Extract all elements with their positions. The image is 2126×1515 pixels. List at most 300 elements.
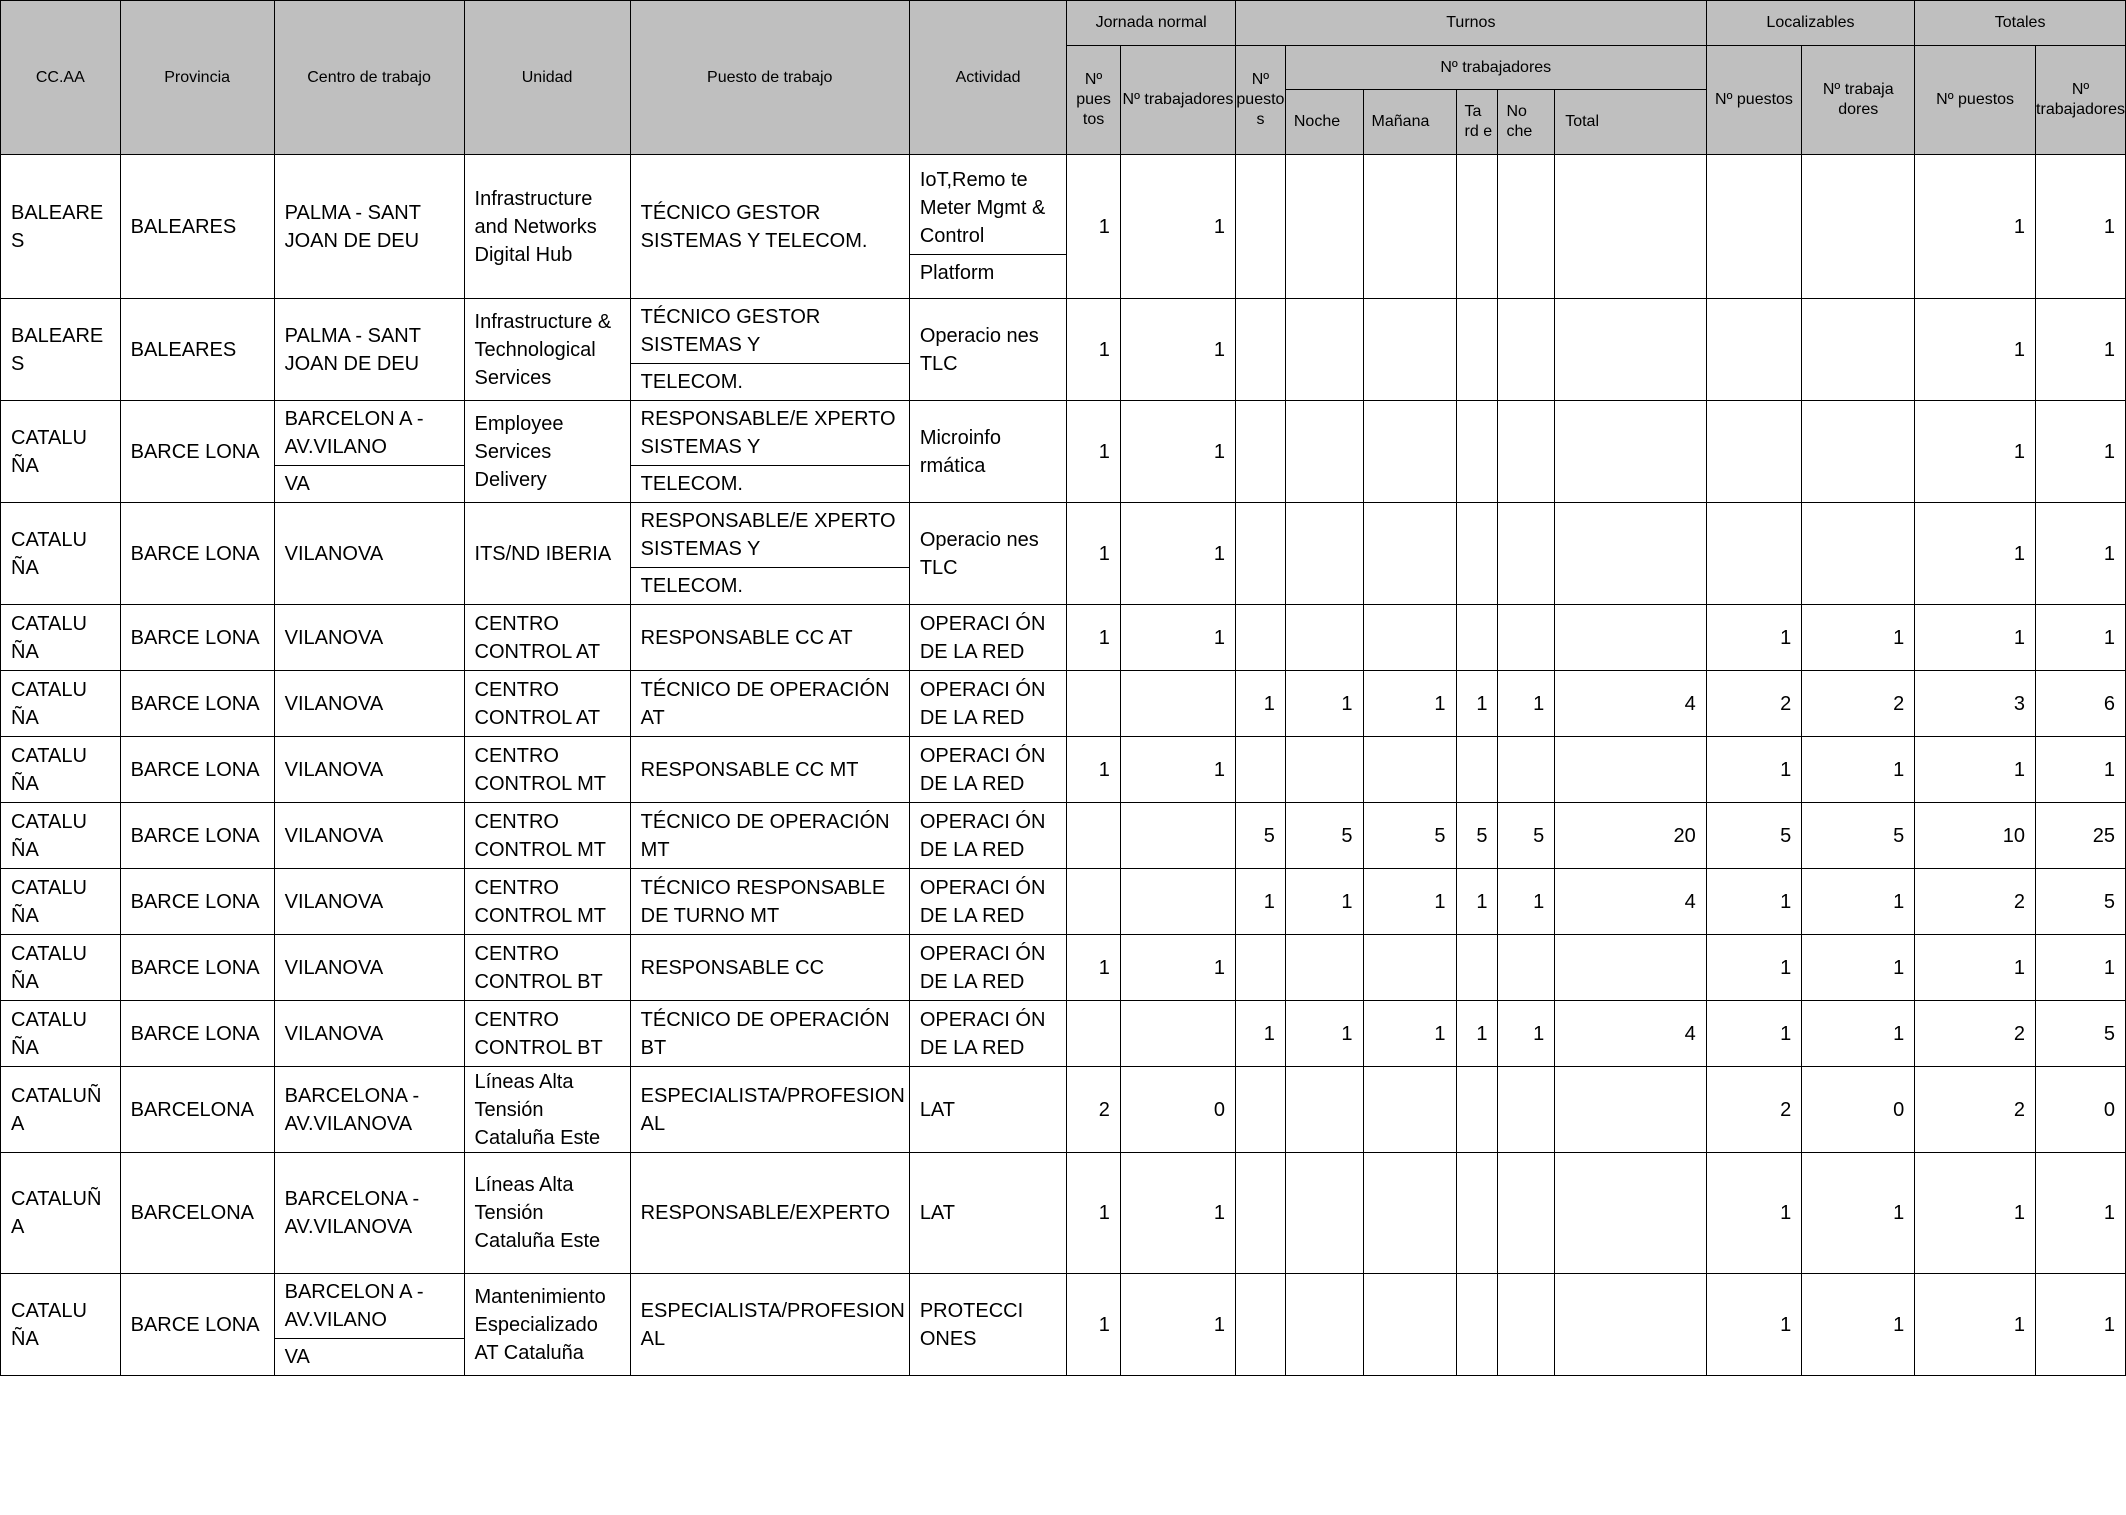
to-trabajadores-cell: 25 bbox=[2036, 803, 2126, 869]
ccaa-cell: CATALU ÑA bbox=[1, 803, 121, 869]
header-turnos: Turnos bbox=[1236, 1, 1707, 46]
ccaa-cell: CATALUÑ A bbox=[1, 1067, 121, 1153]
centro-cell: VILANOVA bbox=[274, 803, 464, 869]
to-trabajadores-cell: 5 bbox=[2036, 869, 2126, 935]
lo-puestos-cell: 1 bbox=[1706, 1001, 1802, 1067]
lo-puestos-cell bbox=[1706, 503, 1802, 605]
table-row bbox=[1, 299, 2126, 401]
lo-trabajadores-cell: 5 bbox=[1802, 803, 1915, 869]
noche2-cell: 1 bbox=[1498, 869, 1555, 935]
lo-trabajadores-cell: 1 bbox=[1802, 1001, 1915, 1067]
provincia-cell: BARCE LONA bbox=[120, 605, 274, 671]
tu-puestos-cell: 1 bbox=[1236, 869, 1286, 935]
noche-cell bbox=[1285, 503, 1363, 605]
tu-puestos-cell bbox=[1236, 737, 1286, 803]
total-cell bbox=[1555, 1274, 1707, 1376]
jn-puestos-cell: 1 bbox=[1067, 605, 1121, 671]
puesto-cell: TÉCNICO RESPONSABLE DE TURNO MT bbox=[630, 869, 909, 935]
ccaa-cell: CATALU ÑA bbox=[1, 1001, 121, 1067]
tarde-cell bbox=[1456, 605, 1498, 671]
centro-cell: PALMA - SANT JOAN DE DEU bbox=[274, 299, 464, 401]
header-lo-trabajadores: Nº trabaja dores bbox=[1802, 46, 1915, 155]
lo-puestos-cell: 2 bbox=[1706, 1067, 1802, 1153]
actividad-cell: LAT bbox=[909, 1153, 1066, 1274]
noche-cell bbox=[1285, 1067, 1363, 1153]
provincia-cell: BARCE LONA bbox=[120, 737, 274, 803]
manana-cell: 1 bbox=[1363, 1001, 1456, 1067]
centro-cell: VILANOVA bbox=[274, 503, 464, 605]
centro-cell: VILANOVA bbox=[274, 671, 464, 737]
tu-puestos-cell bbox=[1236, 1274, 1286, 1376]
centro-cell: VILANOVA bbox=[274, 1001, 464, 1067]
table-row bbox=[1, 737, 2126, 803]
manana-cell bbox=[1363, 737, 1456, 803]
manana-cell bbox=[1363, 1067, 1456, 1153]
header-actividad: Actividad bbox=[909, 1, 1066, 155]
puesto-cell-part: RESPONSABLE/E XPERTO SISTEMAS Y bbox=[640, 510, 896, 560]
tarde-cell: 1 bbox=[1456, 1001, 1498, 1067]
centro-cell: PALMA - SANT JOAN DE DEU bbox=[274, 155, 464, 299]
jn-puestos-cell: 1 bbox=[1067, 401, 1121, 503]
jn-puestos-cell: 1 bbox=[1067, 935, 1121, 1001]
tu-puestos-cell: 1 bbox=[1236, 671, 1286, 737]
unidad-cell: CENTRO CONTROL MT bbox=[464, 803, 630, 869]
lo-puestos-cell: 5 bbox=[1706, 803, 1802, 869]
jn-trabajadores-cell: 1 bbox=[1120, 299, 1235, 401]
to-trabajadores-cell: 1 bbox=[2036, 737, 2126, 803]
jn-trabajadores-cell: 1 bbox=[1120, 935, 1235, 1001]
tarde-cell: 1 bbox=[1456, 671, 1498, 737]
tarde-cell bbox=[1456, 503, 1498, 605]
ccaa-cell: CATALU ÑA bbox=[1, 935, 121, 1001]
header-to-trabajadores: Nº trabajadores bbox=[2036, 46, 2126, 155]
provincia-cell: BARCELONA bbox=[120, 1067, 274, 1153]
lo-trabajadores-cell: 0 bbox=[1802, 1067, 1915, 1153]
noche-cell bbox=[1285, 155, 1363, 299]
lo-trabajadores-cell: 1 bbox=[1802, 1153, 1915, 1274]
to-trabajadores-cell: 1 bbox=[2036, 935, 2126, 1001]
header-lo-puestos: Nº puestos bbox=[1706, 46, 1802, 155]
header-localizables: Localizables bbox=[1706, 1, 1915, 46]
to-puestos-cell: 2 bbox=[1915, 869, 2036, 935]
manana-cell bbox=[1363, 1153, 1456, 1274]
provincia-cell: BARCE LONA bbox=[120, 1001, 274, 1067]
to-puestos-cell: 1 bbox=[1915, 1153, 2036, 1274]
tu-puestos-cell bbox=[1236, 1067, 1286, 1153]
ccaa-cell: CATALU ÑA bbox=[1, 869, 121, 935]
puesto-cell bbox=[630, 401, 909, 503]
manana-cell bbox=[1363, 299, 1456, 401]
tu-puestos-cell bbox=[1236, 299, 1286, 401]
lo-puestos-cell: 1 bbox=[1706, 1153, 1802, 1274]
to-puestos-cell: 1 bbox=[1915, 503, 2036, 605]
actividad-cell bbox=[909, 155, 1066, 299]
lo-trabajadores-cell: 1 bbox=[1802, 1274, 1915, 1376]
lo-puestos-cell bbox=[1706, 401, 1802, 503]
header-jn-trabajadores: Nº trabajadores bbox=[1120, 46, 1235, 155]
table-row bbox=[1, 1001, 2126, 1067]
noche2-cell: 5 bbox=[1498, 803, 1555, 869]
noche2-cell bbox=[1498, 155, 1555, 299]
total-cell bbox=[1555, 503, 1707, 605]
table-row bbox=[1, 401, 2126, 503]
noche-cell bbox=[1285, 299, 1363, 401]
jn-trabajadores-cell: 1 bbox=[1120, 737, 1235, 803]
actividad-cell: Microinfo rmática bbox=[909, 401, 1066, 503]
noche-cell bbox=[1285, 605, 1363, 671]
provincia-cell: BARCE LONA bbox=[120, 803, 274, 869]
centro-cell bbox=[274, 1274, 464, 1376]
noche2-cell bbox=[1498, 503, 1555, 605]
table-row bbox=[1, 1153, 2126, 1274]
provincia-cell: BARCELONA bbox=[120, 1153, 274, 1274]
jn-trabajadores-cell bbox=[1120, 671, 1235, 737]
puesto-cell bbox=[630, 299, 909, 401]
provincia-cell: BARCE LONA bbox=[120, 1274, 274, 1376]
centro-cell-part: BARCELON A - AV.VILANO bbox=[284, 1281, 424, 1331]
manana-cell: 1 bbox=[1363, 869, 1456, 935]
jn-puestos-cell bbox=[1067, 869, 1121, 935]
lo-puestos-cell bbox=[1706, 299, 1802, 401]
tarde-cell: 1 bbox=[1456, 869, 1498, 935]
to-trabajadores-cell: 1 bbox=[2036, 1153, 2126, 1274]
ccaa-cell: BALEARE S bbox=[1, 155, 121, 299]
ccaa-cell: CATALUÑ A bbox=[1, 1153, 121, 1274]
table-row bbox=[1, 935, 2126, 1001]
header-noche-2: No che bbox=[1498, 90, 1555, 155]
tarde-cell bbox=[1456, 1274, 1498, 1376]
to-puestos-cell: 3 bbox=[1915, 671, 2036, 737]
unidad-cell: ITS/ND IBERIA bbox=[464, 503, 630, 605]
centro-cell-part: VA bbox=[275, 1338, 464, 1375]
jn-trabajadores-cell bbox=[1120, 803, 1235, 869]
jn-puestos-cell bbox=[1067, 1001, 1121, 1067]
total-cell bbox=[1555, 155, 1707, 299]
centro-cell: BARCELONA - AV.VILANOVA bbox=[274, 1067, 464, 1153]
ccaa-cell: CATALU ÑA bbox=[1, 1274, 121, 1376]
noche2-cell: 1 bbox=[1498, 1001, 1555, 1067]
puesto-cell: TÉCNICO GESTOR SISTEMAS Y TELECOM. bbox=[630, 155, 909, 299]
tu-puestos-cell bbox=[1236, 605, 1286, 671]
actividad-cell: OPERACI ÓN DE LA RED bbox=[909, 605, 1066, 671]
jn-trabajadores-cell bbox=[1120, 1001, 1235, 1067]
noche-cell: 5 bbox=[1285, 803, 1363, 869]
actividad-cell: OPERACI ÓN DE LA RED bbox=[909, 737, 1066, 803]
actividad-cell: PROTECCI ONES bbox=[909, 1274, 1066, 1376]
ccaa-cell: CATALU ÑA bbox=[1, 605, 121, 671]
noche-cell bbox=[1285, 401, 1363, 503]
to-trabajadores-cell: 1 bbox=[2036, 503, 2126, 605]
tarde-cell bbox=[1456, 1067, 1498, 1153]
to-trabajadores-cell: 5 bbox=[2036, 1001, 2126, 1067]
puesto-cell: TÉCNICO DE OPERACIÓN AT bbox=[630, 671, 909, 737]
unidad-cell: Employee Services Delivery bbox=[464, 401, 630, 503]
provincia-cell: BARCE LONA bbox=[120, 671, 274, 737]
jn-puestos-cell: 1 bbox=[1067, 1274, 1121, 1376]
lo-puestos-cell: 1 bbox=[1706, 605, 1802, 671]
noche2-cell bbox=[1498, 1067, 1555, 1153]
noche2-cell bbox=[1498, 401, 1555, 503]
to-puestos-cell: 1 bbox=[1915, 935, 2036, 1001]
jn-puestos-cell: 1 bbox=[1067, 737, 1121, 803]
header-ccaa: CC.AA bbox=[1, 1, 121, 155]
ccaa-cell: CATALU ÑA bbox=[1, 737, 121, 803]
total-cell: 4 bbox=[1555, 869, 1707, 935]
noche2-cell bbox=[1498, 1274, 1555, 1376]
jn-puestos-cell: 2 bbox=[1067, 1067, 1121, 1153]
actividad-cell-part: Platform bbox=[910, 254, 1066, 291]
unidad-cell: Líneas Alta Tensión Cataluña Este bbox=[464, 1067, 630, 1153]
table-row bbox=[1, 671, 2126, 737]
jn-trabajadores-cell: 1 bbox=[1120, 155, 1235, 299]
unidad-cell: Líneas Alta Tensión Cataluña Este bbox=[464, 1153, 630, 1274]
header-jn-puestos: Nº pues tos bbox=[1067, 46, 1121, 155]
noche-cell: 1 bbox=[1285, 671, 1363, 737]
jn-trabajadores-cell: 1 bbox=[1120, 401, 1235, 503]
manana-cell bbox=[1363, 155, 1456, 299]
tarde-cell: 5 bbox=[1456, 803, 1498, 869]
lo-puestos-cell: 2 bbox=[1706, 671, 1802, 737]
noche2-cell bbox=[1498, 299, 1555, 401]
tu-puestos-cell: 1 bbox=[1236, 1001, 1286, 1067]
to-trabajadores-cell: 1 bbox=[2036, 401, 2126, 503]
jn-puestos-cell bbox=[1067, 803, 1121, 869]
header-manana: Mañana bbox=[1363, 90, 1456, 155]
to-puestos-cell: 1 bbox=[1915, 155, 2036, 299]
to-puestos-cell: 1 bbox=[1915, 401, 2036, 503]
unidad-cell: CENTRO CONTROL AT bbox=[464, 671, 630, 737]
noche2-cell: 1 bbox=[1498, 671, 1555, 737]
ccaa-cell: CATALU ÑA bbox=[1, 401, 121, 503]
noche2-cell bbox=[1498, 1153, 1555, 1274]
to-trabajadores-cell: 1 bbox=[2036, 155, 2126, 299]
noche2-cell bbox=[1498, 605, 1555, 671]
table-row bbox=[1, 1274, 2126, 1376]
actividad-cell: OPERACI ÓN DE LA RED bbox=[909, 1001, 1066, 1067]
jn-trabajadores-cell: 1 bbox=[1120, 605, 1235, 671]
lo-puestos-cell bbox=[1706, 155, 1802, 299]
centro-cell: VILANOVA bbox=[274, 869, 464, 935]
noche-cell bbox=[1285, 1153, 1363, 1274]
header-totales: Totales bbox=[1915, 1, 2126, 46]
provincia-cell: BARCE LONA bbox=[120, 935, 274, 1001]
actividad-cell: Operacio nes TLC bbox=[909, 299, 1066, 401]
tu-puestos-cell bbox=[1236, 1153, 1286, 1274]
ccaa-cell: CATALU ÑA bbox=[1, 671, 121, 737]
centro-cell: VILANOVA bbox=[274, 935, 464, 1001]
puesto-cell bbox=[630, 503, 909, 605]
lo-trabajadores-cell: 1 bbox=[1802, 935, 1915, 1001]
actividad-cell: OPERACI ÓN DE LA RED bbox=[909, 803, 1066, 869]
provincia-cell: BARCE LONA bbox=[120, 401, 274, 503]
provincia-cell: BALEARES bbox=[120, 299, 274, 401]
jn-trabajadores-cell: 0 bbox=[1120, 1067, 1235, 1153]
jn-trabajadores-cell bbox=[1120, 869, 1235, 935]
lo-trabajadores-cell: 1 bbox=[1802, 605, 1915, 671]
centro-cell: VILANOVA bbox=[274, 737, 464, 803]
table-row bbox=[1, 155, 2126, 299]
puesto-cell-part: TELECOM. bbox=[631, 363, 909, 400]
manana-cell bbox=[1363, 935, 1456, 1001]
to-trabajadores-cell: 1 bbox=[2036, 299, 2126, 401]
ccaa-cell: BALEARE S bbox=[1, 299, 121, 401]
puesto-cell: RESPONSABLE/EXPERTO bbox=[630, 1153, 909, 1274]
centro-cell: BARCELONA - AV.VILANOVA bbox=[274, 1153, 464, 1274]
lo-trabajadores-cell: 1 bbox=[1802, 737, 1915, 803]
lo-trabajadores-cell: 2 bbox=[1802, 671, 1915, 737]
total-cell: 4 bbox=[1555, 1001, 1707, 1067]
header-jornada-normal: Jornada normal bbox=[1067, 1, 1236, 46]
jn-puestos-cell: 1 bbox=[1067, 155, 1121, 299]
header-total: Total bbox=[1555, 90, 1707, 155]
jn-puestos-cell: 1 bbox=[1067, 503, 1121, 605]
manana-cell bbox=[1363, 503, 1456, 605]
lo-trabajadores-cell bbox=[1802, 155, 1915, 299]
total-cell bbox=[1555, 1067, 1707, 1153]
header-tu-puestos: Nº puesto s bbox=[1236, 46, 1286, 155]
centro-cell: VILANOVA bbox=[274, 605, 464, 671]
table-row bbox=[1, 803, 2126, 869]
total-cell: 20 bbox=[1555, 803, 1707, 869]
total-cell bbox=[1555, 935, 1707, 1001]
to-puestos-cell: 2 bbox=[1915, 1001, 2036, 1067]
tarde-cell bbox=[1456, 737, 1498, 803]
to-puestos-cell: 1 bbox=[1915, 299, 2036, 401]
total-cell bbox=[1555, 401, 1707, 503]
header-unidad: Unidad bbox=[464, 1, 630, 155]
noche-cell bbox=[1285, 1274, 1363, 1376]
lo-trabajadores-cell bbox=[1802, 299, 1915, 401]
centro-cell bbox=[274, 401, 464, 503]
centro-cell-part: VA bbox=[275, 465, 464, 502]
actividad-cell: OPERACI ÓN DE LA RED bbox=[909, 935, 1066, 1001]
provincia-cell: BARCE LONA bbox=[120, 503, 274, 605]
unidad-cell: CENTRO CONTROL MT bbox=[464, 869, 630, 935]
provincia-cell: BARCE LONA bbox=[120, 869, 274, 935]
unidad-cell: Infrastructure and Networks Digital Hub bbox=[464, 155, 630, 299]
jn-trabajadores-cell: 1 bbox=[1120, 1274, 1235, 1376]
jn-puestos-cell: 1 bbox=[1067, 299, 1121, 401]
actividad-cell: OPERACI ÓN DE LA RED bbox=[909, 869, 1066, 935]
lo-puestos-cell: 1 bbox=[1706, 737, 1802, 803]
puesto-cell-part: TELECOM. bbox=[631, 567, 909, 604]
tu-puestos-cell: 5 bbox=[1236, 803, 1286, 869]
unidad-cell: CENTRO CONTROL AT bbox=[464, 605, 630, 671]
total-cell bbox=[1555, 299, 1707, 401]
tarde-cell bbox=[1456, 401, 1498, 503]
total-cell bbox=[1555, 737, 1707, 803]
unidad-cell: Mantenimiento Especializado AT Cataluña bbox=[464, 1274, 630, 1376]
noche-cell: 1 bbox=[1285, 1001, 1363, 1067]
table-row bbox=[1, 869, 2126, 935]
manana-cell: 1 bbox=[1363, 671, 1456, 737]
puesto-cell: RESPONSABLE CC MT bbox=[630, 737, 909, 803]
provincia-cell: BALEARES bbox=[120, 155, 274, 299]
header-centro: Centro de trabajo bbox=[274, 1, 464, 155]
header-puesto: Puesto de trabajo bbox=[630, 1, 909, 155]
unidad-cell: CENTRO CONTROL MT bbox=[464, 737, 630, 803]
lo-trabajadores-cell: 1 bbox=[1802, 869, 1915, 935]
header-tu-trabajadores: Nº trabajadores bbox=[1285, 46, 1706, 90]
actividad-cell-part: IoT,Remo te Meter Mgmt & Control bbox=[919, 169, 1046, 247]
puesto-cell: RESPONSABLE CC AT bbox=[630, 605, 909, 671]
to-trabajadores-cell: 6 bbox=[2036, 671, 2126, 737]
puesto-cell: TÉCNICO DE OPERACIÓN MT bbox=[630, 803, 909, 869]
actividad-cell: OPERACI ÓN DE LA RED bbox=[909, 671, 1066, 737]
actividad-cell: LAT bbox=[909, 1067, 1066, 1153]
tu-puestos-cell bbox=[1236, 503, 1286, 605]
tarde-cell bbox=[1456, 935, 1498, 1001]
noche2-cell bbox=[1498, 935, 1555, 1001]
lo-trabajadores-cell bbox=[1802, 503, 1915, 605]
header-tarde: Ta rd e bbox=[1456, 90, 1498, 155]
puesto-cell: RESPONSABLE CC bbox=[630, 935, 909, 1001]
table-body bbox=[1, 155, 2126, 1376]
puesto-cell-part: RESPONSABLE/E XPERTO SISTEMAS Y bbox=[640, 408, 896, 458]
noche2-cell bbox=[1498, 737, 1555, 803]
jn-trabajadores-cell: 1 bbox=[1120, 1153, 1235, 1274]
noche-cell bbox=[1285, 737, 1363, 803]
manana-cell bbox=[1363, 1274, 1456, 1376]
to-trabajadores-cell: 1 bbox=[2036, 605, 2126, 671]
total-cell bbox=[1555, 605, 1707, 671]
puesto-cell: TÉCNICO DE OPERACIÓN BT bbox=[630, 1001, 909, 1067]
centro-cell-part: BARCELON A - AV.VILANO bbox=[284, 408, 424, 458]
jn-puestos-cell bbox=[1067, 671, 1121, 737]
tu-puestos-cell bbox=[1236, 935, 1286, 1001]
lo-puestos-cell: 1 bbox=[1706, 935, 1802, 1001]
lo-trabajadores-cell bbox=[1802, 401, 1915, 503]
table-row bbox=[1, 1067, 2126, 1153]
table-row bbox=[1, 503, 2126, 605]
to-puestos-cell: 1 bbox=[1915, 605, 2036, 671]
header-provincia: Provincia bbox=[120, 1, 274, 155]
noche-cell: 1 bbox=[1285, 869, 1363, 935]
manana-cell bbox=[1363, 401, 1456, 503]
lo-puestos-cell: 1 bbox=[1706, 869, 1802, 935]
to-puestos-cell: 1 bbox=[1915, 737, 2036, 803]
total-cell: 4 bbox=[1555, 671, 1707, 737]
header-noche: Noche bbox=[1285, 90, 1363, 155]
actividad-cell: Operacio nes TLC bbox=[909, 503, 1066, 605]
unidad-cell: Infrastructure & Technological Services bbox=[464, 299, 630, 401]
tarde-cell bbox=[1456, 155, 1498, 299]
tarde-cell bbox=[1456, 299, 1498, 401]
jn-trabajadores-cell: 1 bbox=[1120, 503, 1235, 605]
lo-puestos-cell: 1 bbox=[1706, 1274, 1802, 1376]
jn-puestos-cell: 1 bbox=[1067, 1153, 1121, 1274]
to-trabajadores-cell: 0 bbox=[2036, 1067, 2126, 1153]
ccaa-cell: CATALU ÑA bbox=[1, 503, 121, 605]
puesto-cell: ESPECIALISTA/PROFESION AL bbox=[630, 1274, 909, 1376]
manana-cell: 5 bbox=[1363, 803, 1456, 869]
unidad-cell: CENTRO CONTROL BT bbox=[464, 935, 630, 1001]
unidad-cell: CENTRO CONTROL BT bbox=[464, 1001, 630, 1067]
to-puestos-cell: 2 bbox=[1915, 1067, 2036, 1153]
noche-cell bbox=[1285, 935, 1363, 1001]
puesto-cell-part: TÉCNICO GESTOR SISTEMAS Y bbox=[640, 306, 821, 356]
to-puestos-cell: 1 bbox=[1915, 1274, 2036, 1376]
tu-puestos-cell bbox=[1236, 401, 1286, 503]
to-puestos-cell: 10 bbox=[1915, 803, 2036, 869]
tarde-cell bbox=[1456, 1153, 1498, 1274]
manana-cell bbox=[1363, 605, 1456, 671]
to-trabajadores-cell: 1 bbox=[2036, 1274, 2126, 1376]
table-row bbox=[1, 605, 2126, 671]
puesto-cell-part: TELECOM. bbox=[631, 465, 909, 502]
table-header bbox=[1, 1, 2126, 155]
tu-puestos-cell bbox=[1236, 155, 1286, 299]
